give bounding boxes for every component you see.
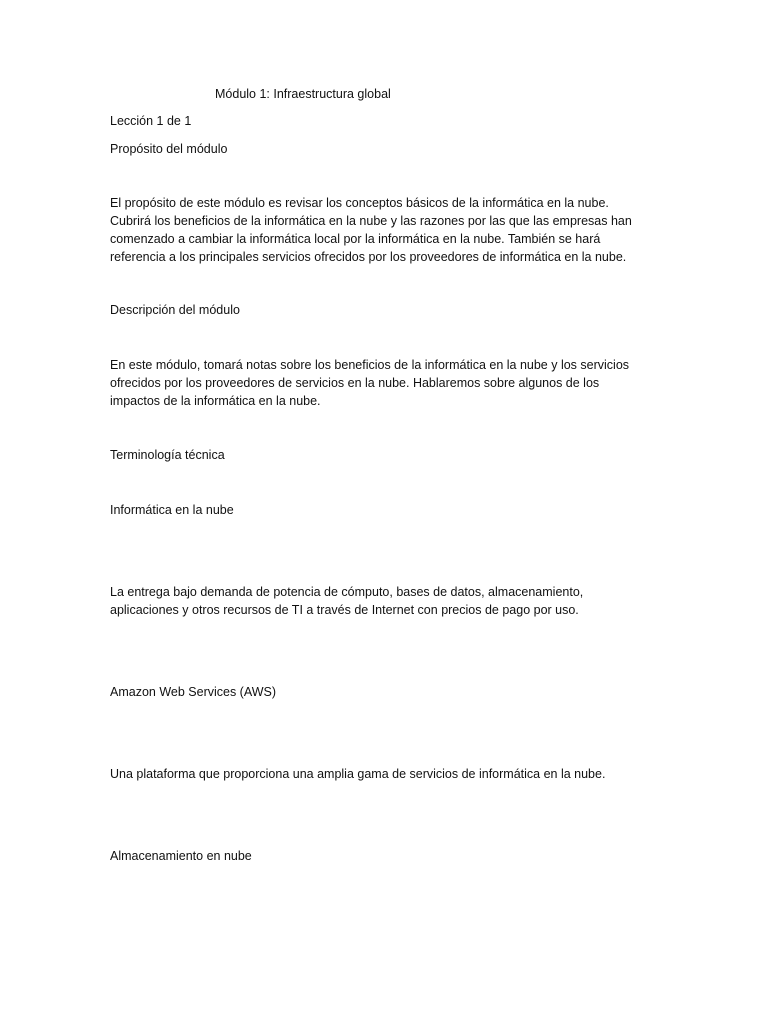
term-definition-cloud-computing xyxy=(110,583,670,619)
description-line: En este módulo, tomará notas sobre los beneficios de la informática en la nube y los servicios xyxy=(110,358,630,372)
module-title: Módulo 1: Infraestructura global xyxy=(215,87,391,101)
term-definition-line: La entrega bajo demanda de potencia de cómputo, bases de datos, almacenamiento, xyxy=(110,585,584,599)
term-heading-aws: Amazon Web Services (AWS) xyxy=(110,685,277,699)
purpose-line: referencia a los principales servicios ofrecidos por los proveedores de informática en la nube. xyxy=(110,250,627,264)
term-definition-aws xyxy=(110,765,670,783)
terminology-heading: Terminología técnica xyxy=(110,448,225,462)
term-heading-cloud-storage: Almacenamiento en nube xyxy=(110,849,252,863)
purpose-heading: Propósito del módulo xyxy=(110,142,228,156)
description-heading: Descripción del módulo xyxy=(110,303,240,317)
term-definition-line: aplicaciones y otros recursos de TI a través de Internet con precios de pago por uso. xyxy=(110,603,579,617)
purpose-line: comenzado a cambiar la informática local por la informática en la nube. También se hará xyxy=(110,232,601,246)
description-line: ofrecidos por los proveedores de servicios en la nube. Hablaremos sobre algunos de los xyxy=(110,376,600,390)
description-paragraph xyxy=(110,356,670,410)
lesson-label: Lección 1 de 1 xyxy=(110,114,192,128)
purpose-paragraph xyxy=(110,194,670,266)
purpose-line: El propósito de este módulo es revisar los conceptos básicos de la informática en la nube. xyxy=(110,196,609,210)
purpose-line: Cubrirá los beneficios de la informática en la nube y las razones por las que las empresas han xyxy=(110,214,632,228)
term-definition-line: Una plataforma que proporciona una amplia gama de servicios de informática en la nube. xyxy=(110,767,606,781)
description-line: impactos de la informática en la nube. xyxy=(110,394,321,408)
term-heading-cloud-computing: Informática en la nube xyxy=(110,503,234,517)
